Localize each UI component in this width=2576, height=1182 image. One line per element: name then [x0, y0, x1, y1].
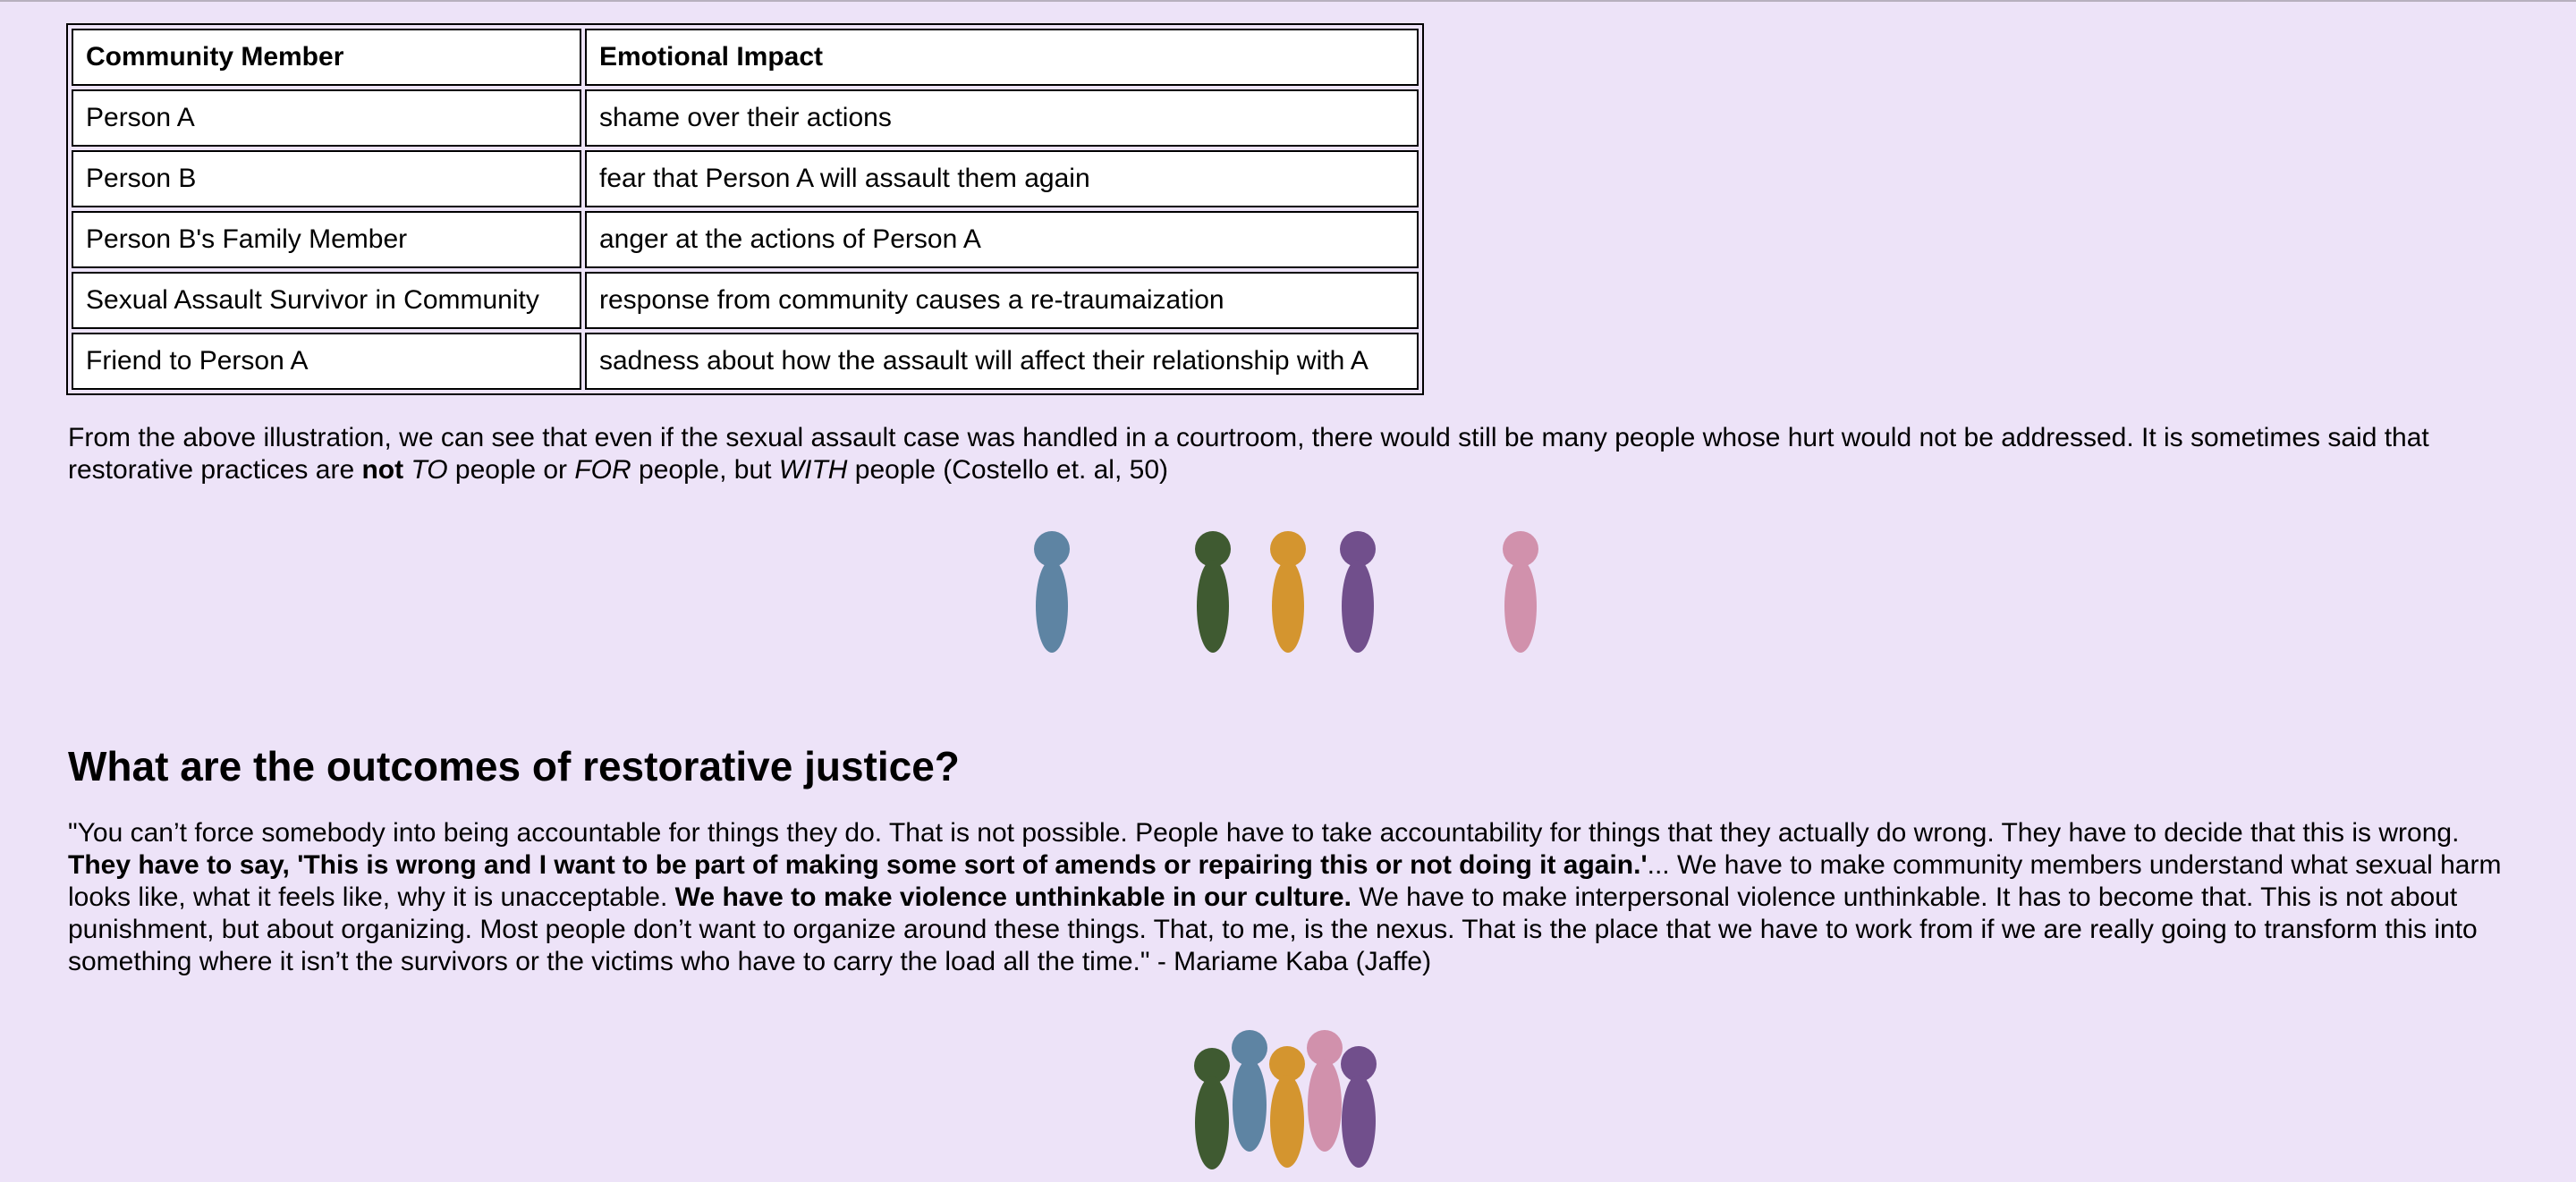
table-row — [72, 89, 1419, 147]
emphasis-for: FOR — [574, 455, 631, 485]
quote-emphasis: They have to say, 'This is wrong and I want to be part of making some sort of amends or repairing this or not doing it again.' — [68, 850, 1648, 880]
section-heading: What are the outcomes of restorative justice? — [68, 743, 960, 789]
table-row — [72, 333, 1419, 390]
person-figure-purple — [1338, 1046, 1379, 1171]
person-figure-green — [1193, 531, 1233, 656]
table-cell: shame over their actions — [585, 89, 1419, 147]
table-cell: response from community causes a re-traumaization — [585, 272, 1419, 329]
table-cell: sadness about how the assault will affect their relationship with A — [585, 333, 1419, 390]
restorative-practices-paragraph — [68, 422, 2519, 486]
top-border — [0, 0, 2576, 2]
table-row — [72, 150, 1419, 207]
page-content — [68, 23, 2519, 1173]
person-figure-green — [1191, 1048, 1233, 1173]
table-row — [72, 272, 1419, 329]
quote-text: We have to make interpersonal violence unthinkable. It has to become that. This is not about punishment, but about organizing. Most people don’t want to organize around these things. That, to me, is the nexus. That is the place that we have to work from if we are really going to transform this into something where it isn’t the survivors or the victims who have to carry the load all the time." - Mariame Kaba (Jaffe) — [68, 882, 2478, 976]
quote-emphasis: We have to make violence unthinkable in our culture. — [674, 882, 1352, 912]
emotional-impact-table — [66, 23, 1424, 395]
column-header: Community Member — [72, 29, 581, 86]
united-people-illustration — [68, 1030, 2519, 1173]
table-row — [72, 211, 1419, 268]
person-figure-blue — [1032, 531, 1072, 656]
emphasis-not: not — [361, 455, 404, 485]
table-cell: fear that Person A will assault them again — [585, 150, 1419, 207]
table-header-row — [72, 29, 1419, 86]
table-cell: Friend to Person A — [72, 333, 581, 390]
emphasis-with: WITH — [778, 455, 848, 485]
quote-text: ... We have to make community members understand what sexual harm looks like, what it feels like, why it is unacceptable. — [68, 850, 2502, 912]
person-figure-orange — [1268, 531, 1308, 656]
table-cell: Person A — [72, 89, 581, 147]
mariame-kaba-quote — [68, 817, 2519, 978]
person-figure-pink — [1501, 531, 1540, 656]
paragraph-text: people (Costello et. al, 50) — [847, 455, 1169, 485]
paragraph-text: people, but — [631, 455, 779, 485]
person-figure-purple — [1338, 531, 1377, 656]
table-cell: Person B — [72, 150, 581, 207]
paragraph-text: people or — [447, 455, 575, 485]
table-cell: Person B's Family Member — [72, 211, 581, 268]
paragraph-text: From the above illustration, we can see that even if the sexual assault case was handled in a courtroom, there would still be many people whose hurt would not be addressed. It is sometimes said that restorative practices are — [68, 423, 2429, 485]
emphasis-to: TO — [411, 455, 448, 485]
table-cell: anger at the actions of Person A — [585, 211, 1419, 268]
person-figure-blue — [1229, 1030, 1270, 1155]
quote-text: "You can’t force somebody into being accountable for things they do. That is not possible. People have to take accountability for things that they actually do wrong. They have to decide that this is wrong. — [68, 818, 2460, 848]
person-figure-orange — [1267, 1046, 1308, 1171]
column-header: Emotional Impact — [585, 29, 1419, 86]
table-cell: Sexual Assault Survivor in Community — [72, 272, 581, 329]
separated-people-illustration — [68, 531, 2519, 710]
